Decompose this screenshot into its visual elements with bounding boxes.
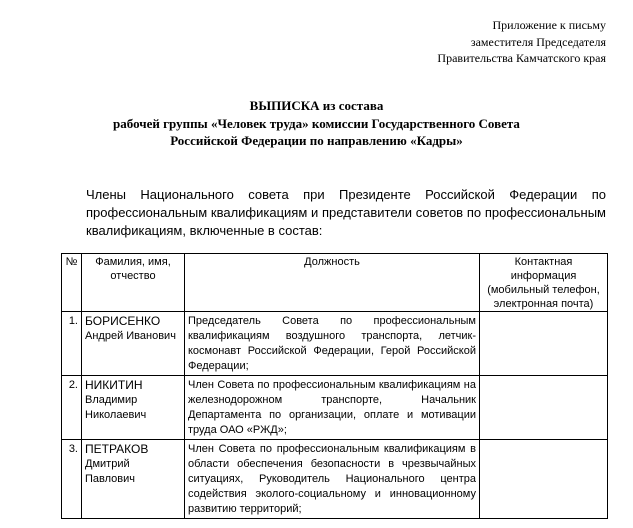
attachment-line-3: Правительства Камчатского края bbox=[437, 51, 606, 65]
header-contact: Контактная информация (мобильный телефон, электронная почта) bbox=[480, 254, 608, 312]
attachment-note bbox=[437, 17, 606, 67]
row-number: 1. bbox=[62, 312, 82, 376]
header-name: Фамилия, имя, отчество bbox=[82, 254, 185, 312]
table-header-row bbox=[62, 254, 608, 312]
member-position: Член Совета по профессиональным квалификациям на железнодорожном транспорте, Начальник Департамента по организации, оплате и мотивации труда ОАО «РЖД»; bbox=[185, 376, 480, 440]
title-line-3: Российской Федерации по направлению «Кадры» bbox=[170, 133, 463, 148]
member-given-name: Дмитрий Павлович bbox=[85, 458, 135, 485]
member-contact bbox=[480, 312, 608, 376]
member-given-name: Андрей Иванович bbox=[85, 330, 176, 342]
row-number: 3. bbox=[62, 440, 82, 519]
member-contact bbox=[480, 376, 608, 440]
table-row bbox=[62, 376, 608, 440]
intro-paragraph: Члены Национального совета при Президенте Российской Федерации по профессиональным квалификациям и представители советов по профессиональным квалификациям, включенные в состав: bbox=[86, 187, 606, 238]
member-name bbox=[82, 440, 185, 519]
header-num: № bbox=[62, 254, 82, 312]
attachment-line-1: Приложение к письму bbox=[492, 18, 606, 32]
members-table bbox=[61, 253, 608, 519]
title-line-2: рабочей группы «Человек труда» комиссии Государственного Совета bbox=[113, 115, 520, 131]
title-line-1: ВЫПИСКА из состава bbox=[249, 98, 384, 113]
member-surname: ПЕТРАКОВ bbox=[85, 442, 149, 456]
row-number: 2. bbox=[62, 376, 82, 440]
table-row bbox=[62, 312, 608, 376]
member-given-name: Владимир Николаевич bbox=[85, 394, 147, 421]
member-position: Член Совета по профессиональным квалификациям в области обеспечения безопасности в чрезвычайных ситуациях, Руководитель Национального центра содействия эколого-социальному и инновационному развитию территорий; bbox=[185, 440, 480, 519]
member-surname: БОРИСЕНКО bbox=[85, 314, 161, 328]
header-position: Должность bbox=[185, 254, 480, 312]
member-name bbox=[82, 376, 185, 440]
member-name bbox=[82, 312, 185, 376]
attachment-line-2: заместителя Председателя bbox=[470, 34, 606, 49]
member-position: Председатель Совета по профессиональным квалификациям воздушного транспорта, летчик-космонавт Российской Федерации, Герой Российской Федерации; bbox=[185, 312, 480, 376]
member-contact bbox=[480, 440, 608, 519]
table-row bbox=[62, 440, 608, 519]
document-title bbox=[0, 97, 633, 150]
member-surname: НИКИТИН bbox=[85, 378, 143, 392]
